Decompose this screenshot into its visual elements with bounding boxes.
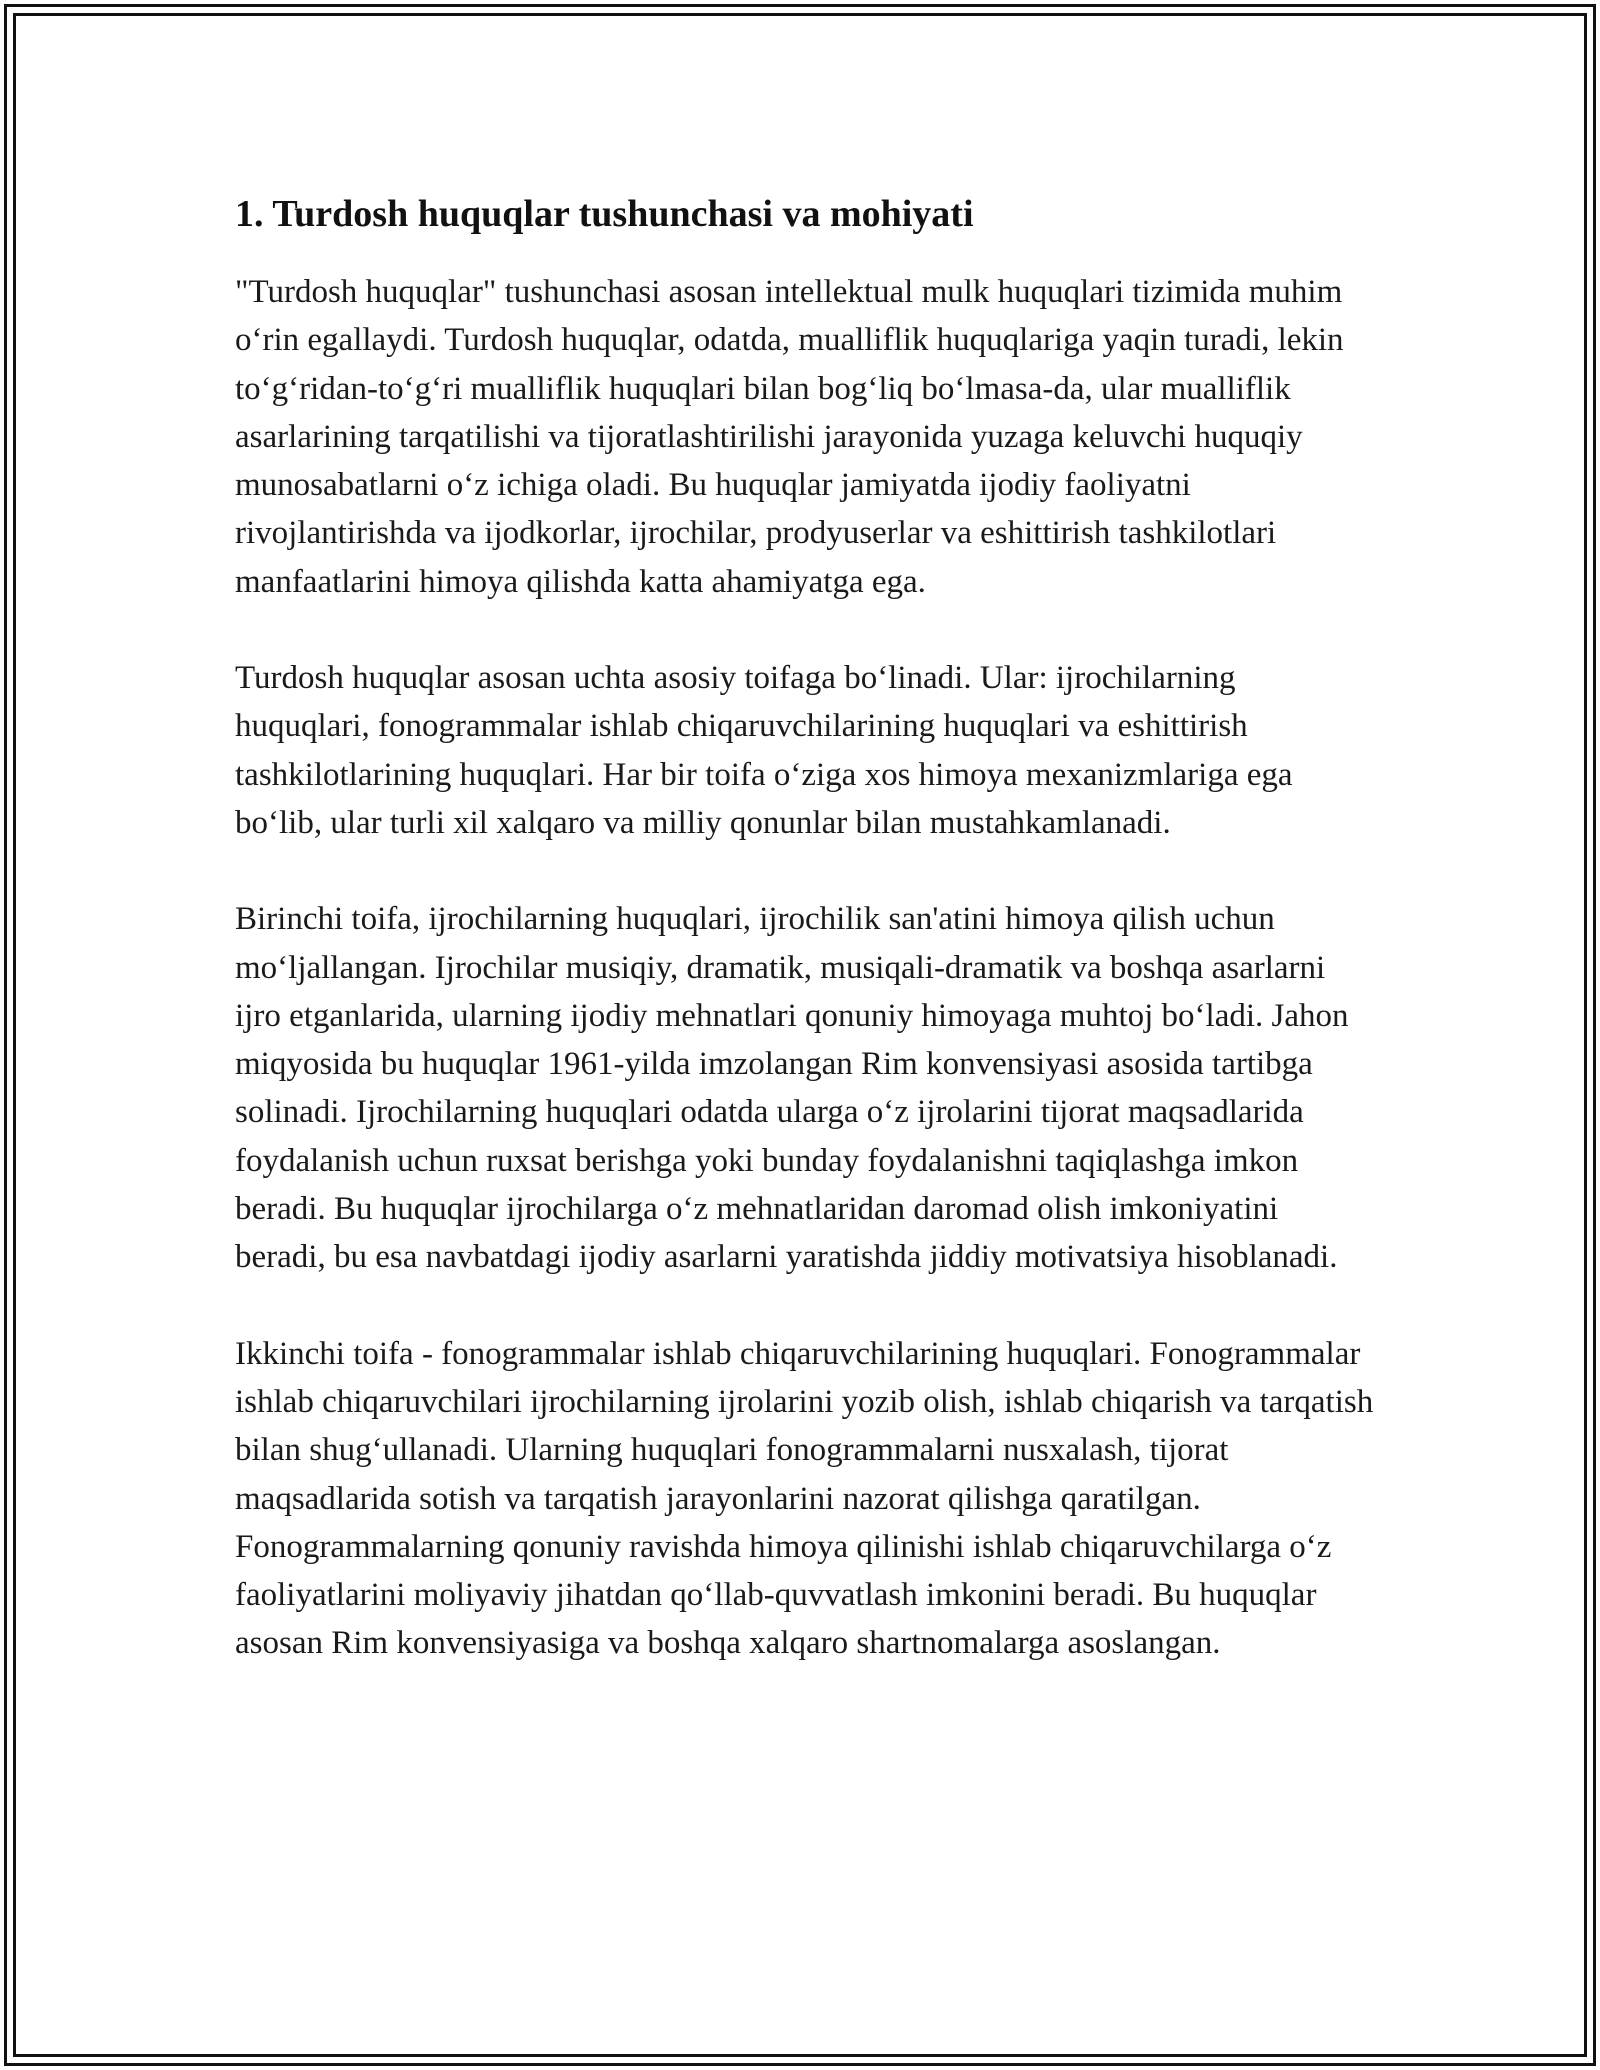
- paragraph-2: Turdosh huquqlar asosan uchta asosiy toifaga bo‘linadi. Ular: ijrochilarning huquqlari, fonogrammalar ishlab chiqaruvchilarining huquqlari va eshittirish tashkilotlarining huquqlari. Har bir toifa o‘ziga xos himoya mexanizmlariga ega bo‘lib, ular turli xil xalqaro va milliy qonunlar bilan mustahkamlanadi.: [235, 660, 1293, 841]
- document-body: [235, 188, 1375, 1716]
- paragraph-4: Ikkinchi toifa - fonogrammalar ishlab chiqaruvchilarining huquqlari. Fonogrammalar ishlab chiqaruvchilari ijrochilarning ijrolarini yozib olish, ishlab chiqarish va tarqatish bilan shug‘ullanadi. Ularning huquqlari fonogrammalarni nusxalash, tijorat maqsadlarida sotish va tarqatish jarayonlarini nazorat qilishga qaratilgan. Fonogrammalarning qonuniy ravishda himoya qilinishi ishlab chiqaruvchilarga o‘z faoliyatlarini moliyaviy jihatdan qo‘llab-quvvatlash imkonini beradi. Bu huquqlar asosan Rim konvensiyasiga va boshqa xalqaro shartnomalarga asoslangan.: [235, 1335, 1374, 1662]
- paragraph-3: Birinchi toifa, ijrochilarning huquqlari, ijrochilik san'atini himoya qilish uchun mo‘ljallangan. Ijrochilar musiqiy, dramatik, musiqali-dramatik va boshqa asarlarni ijro etganlarida, ularning ijodiy mehnatlari qonuniy himoyaga muhtoj bo‘ladi. Jahon miqyosida bu huquqlar 1961-yilda imzolangan Rim konvensiyasi asosida tartibga solinadi. Ijrochilarning huquqlari odatda ularga o‘z ijrolarini tijorat maqsadlarida foydalanish uchun ruxsat berishga yoki bunday foydalanishni taqiqlashga imkon beradi. Bu huquqlar ijrochilarga o‘z mehnatlaridan daromad olish imkoniyatini beradi, bu esa navbatdagi ijodiy asarlarni yaratishda jiddiy motivatsiya hisoblanadi.: [235, 901, 1349, 1276]
- section-heading: 1. Turdosh huquqlar tushunchasi va mohiyati: [235, 193, 974, 235]
- paragraph-1: "Turdosh huquqlar" tushunchasi asosan intellektual mulk huquqlari tizimida muhim o‘rin egallaydi. Turdosh huquqlar, odatda, mualliflik huquqlariga yaqin turadi, lekin to‘g‘ridan-to‘g‘ri mualliflik huquqlari bilan bog‘liq bo‘lmasa-da, ular mualliflik asarlarining tarqatilishi va tijoratlashtirilishi jarayonida yuzaga keluvchi huquqiy munosabatlarni o‘z ichiga oladi. Bu huquqlar jamiyatda ijodiy faoliyatni rivojlantirishda va ijodkorlar, ijrochilar, prodyuserlar va eshittirish tashkilotlari manfaatlarini himoya qilishda katta ahamiyatga ega.: [235, 274, 1344, 600]
